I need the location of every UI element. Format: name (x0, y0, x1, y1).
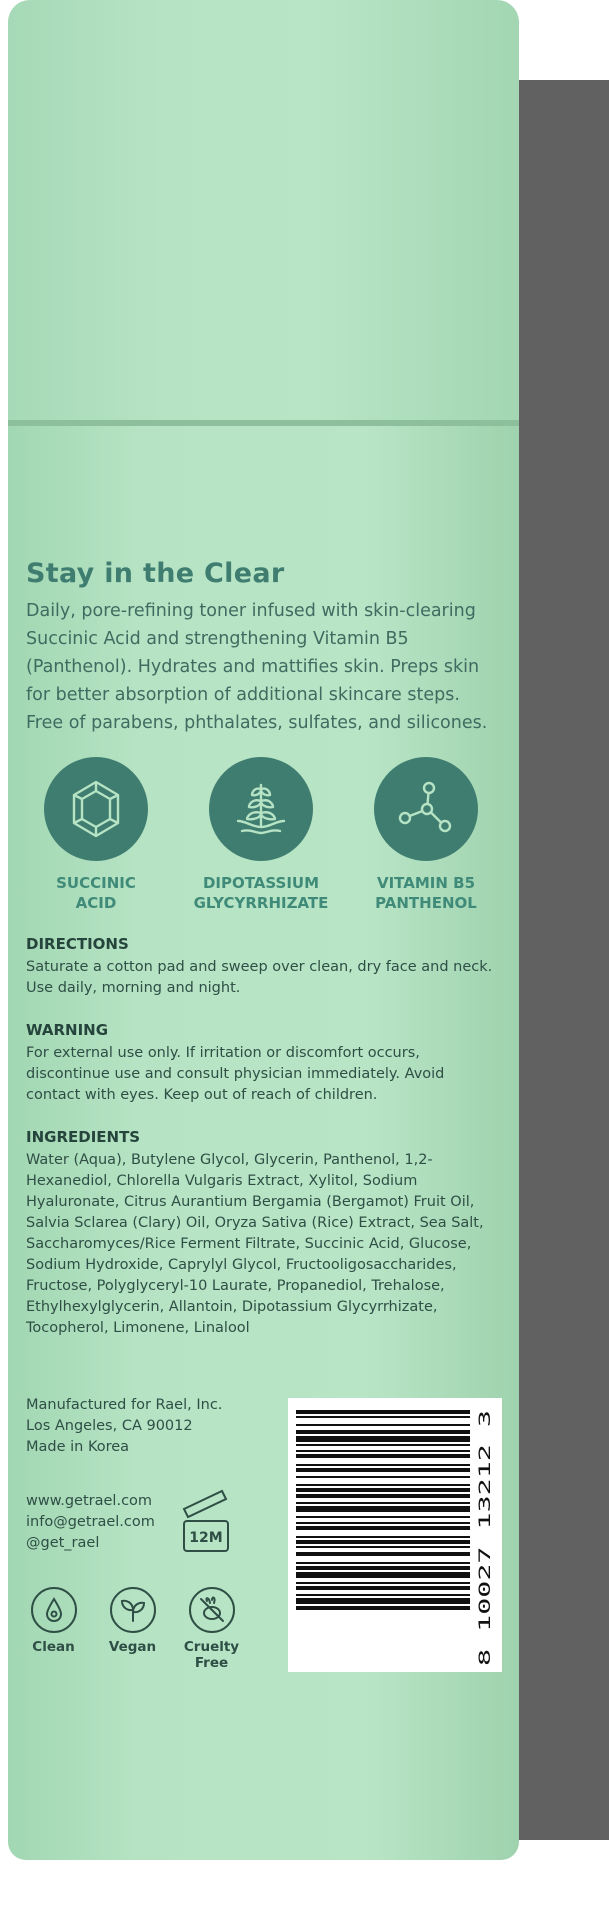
barcode-bar (296, 1594, 470, 1596)
badge-label-line2: PANTHENOL (375, 894, 477, 912)
key-ingredient-badges (26, 757, 496, 913)
droplet-icon (42, 1596, 66, 1624)
barcode-bar (296, 1552, 470, 1556)
ingredients-text: Water (Aqua), Butylene Glycol, Glycerin, Panthenol, 1,2-Hexanediol, Chlorella Vulgaris Extract, Xylitol, Sodium Hyaluronate, Citrus Aurantium Bergamia (Bergamot) Fruit Oil, Salvia Sclarea (Clary) Oil, Oryza Sativa (Rice) Extract, Sea Salt, Saccharomyces/Rice Ferment Filtrate, Succinic Acid, Glucose, Sodium Hydroxide, Caprylyl Glycol, Fructooligosaccharides, Fructose, Polyglyceryl-10 Laurate, Propanediol, Trehalose, Ethylhexylglycerin, Allantoin, Dipotassium Glycyrrhizate, Tocopherol, Limonene, Linalool (26, 1152, 484, 1336)
barcode-bar (296, 1502, 470, 1504)
barcode-bar (296, 1526, 470, 1530)
badge-label-line1: DIPOTASSIUM (202, 874, 320, 892)
upc-barcode (288, 1398, 502, 1672)
barcode-bar (296, 1416, 470, 1418)
barcode-bar (296, 1476, 470, 1478)
barcode-bar (296, 1566, 470, 1570)
headline: Stay in the Clear (26, 558, 285, 589)
warning-section (26, 1021, 496, 1106)
badge-dipotassium (191, 757, 331, 913)
barcode-bar (296, 1562, 470, 1564)
barcode-bar (296, 1540, 470, 1544)
ingredients-section (26, 1128, 496, 1339)
ingredients-title: INGREDIENTS (26, 1128, 141, 1146)
barcode-bar (296, 1436, 470, 1442)
bottle-cap (8, 0, 519, 420)
contact-info (26, 1491, 155, 1554)
barcode-digits: 8 10027 13212 3 (475, 1521, 494, 1666)
directions-text: Saturate a cotton pad and sweep over clean, dry face and neck. Use daily, morning and night. (26, 959, 493, 996)
barcode-bar (296, 1536, 470, 1538)
directions-title: DIRECTIONS (26, 935, 129, 953)
label-content (26, 558, 496, 1339)
pao-label: 12M (189, 1530, 223, 1546)
social-handle: @get_rael (26, 1535, 100, 1551)
bunny-icon (197, 1595, 227, 1625)
manufacturer-origin: Made in Korea (26, 1439, 130, 1455)
claim-vegan (105, 1587, 160, 1671)
badge-label-line2: GLYCYRRHIZATE (193, 894, 329, 912)
barcode-bar (296, 1430, 470, 1434)
badge-succinic-acid (26, 757, 166, 913)
claim-label: Cruelty Free (183, 1639, 240, 1671)
barcode-bar (296, 1546, 470, 1548)
manufacturer-line: Manufactured for Rael, Inc. (26, 1397, 223, 1413)
warning-text: For external use only. If irritation or discomfort occurs, discontinue use and consult physician immediately. Avoid contact with eyes. Keep out of reach of children. (26, 1045, 445, 1103)
molecule-icon (395, 778, 457, 840)
gem-icon (70, 779, 122, 839)
barcode-bar (296, 1424, 470, 1426)
barcode-bar (296, 1488, 470, 1492)
barcode-number (472, 1404, 498, 1668)
claim-cruelty-free (184, 1587, 239, 1671)
barcode-bars (296, 1408, 470, 1664)
period-after-opening-icon (176, 1485, 236, 1555)
badge-label-line1: VITAMIN B5 (376, 874, 476, 892)
barcode-bar (296, 1464, 470, 1466)
barcode-bar (296, 1410, 470, 1414)
website: www.getrael.com (26, 1493, 153, 1509)
warning-title: WARNING (26, 1021, 109, 1039)
badge-vitamin-b5 (356, 757, 496, 913)
barcode-bar (296, 1450, 470, 1452)
barcode-bar (296, 1582, 470, 1584)
barcode-bar (296, 1444, 470, 1446)
barcode-bar (296, 1586, 470, 1590)
manufacturer-address: Los Angeles, CA 90012 (26, 1418, 193, 1434)
claim-clean (26, 1587, 81, 1671)
barcode-bar (296, 1572, 470, 1578)
barcode-bar (296, 1598, 470, 1604)
barcode-bar (296, 1606, 470, 1610)
barcode-bar (296, 1468, 470, 1472)
product-description: Daily, pore-refining toner infused with skin-clearing Succinic Acid and strengthening Vitamin B5 (Panthenol). Hydrates and mattifies skin. Preps skin for better absorption of additional skincare steps. Free of parabens, phthalates, sulfates, and silicones. (26, 601, 488, 733)
claim-icons (26, 1587, 239, 1671)
barcode-bar (296, 1454, 470, 1458)
barcode-bar (296, 1516, 470, 1518)
claim-label: Clean (32, 1639, 75, 1655)
claim-label: Vegan (108, 1639, 157, 1655)
barcode-bar (296, 1494, 470, 1498)
barcode-bar (296, 1522, 470, 1524)
bottle-shadow (512, 80, 609, 1840)
badge-label-line1: SUCCINIC (56, 874, 136, 892)
directions-section (26, 935, 496, 999)
leaf-icon (119, 1597, 147, 1623)
barcode-bar (296, 1506, 470, 1512)
email: info@getrael.com (26, 1514, 155, 1530)
plant-icon (232, 779, 290, 839)
badge-label-line2: ACID (75, 894, 117, 912)
barcode-bar (296, 1484, 470, 1486)
